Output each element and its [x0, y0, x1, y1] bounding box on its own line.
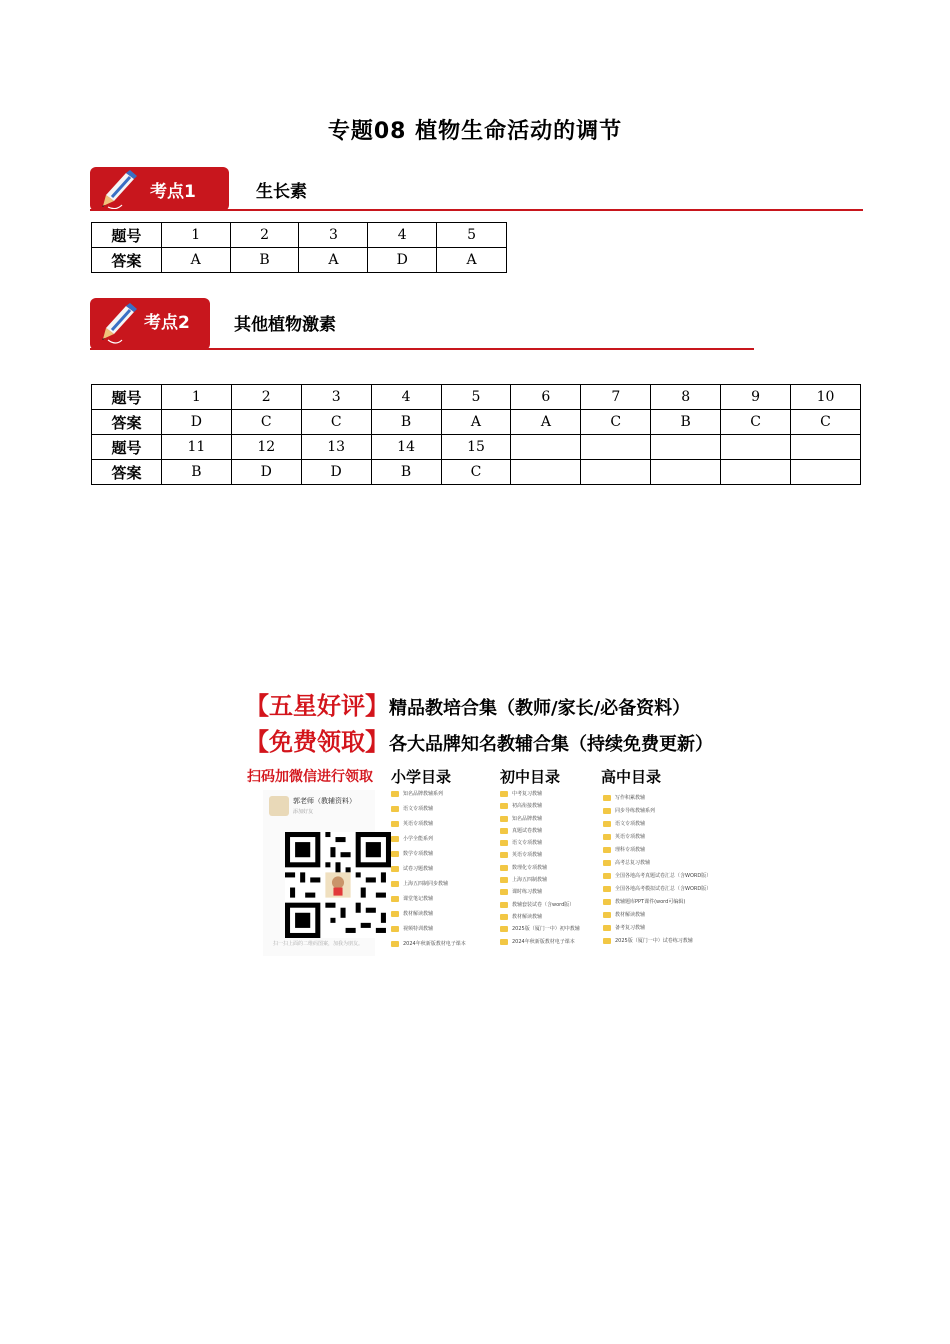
folder-icon [603, 899, 611, 905]
folder-icon [500, 791, 508, 797]
folder-icon [603, 873, 611, 879]
table-cell [791, 460, 861, 485]
table-cell: B [651, 410, 721, 435]
list-item[interactable] [500, 901, 580, 913]
folder-label: 试卷习题教辅 [403, 866, 434, 872]
table-cell [581, 435, 651, 460]
table-cell: C [791, 410, 861, 435]
folder-label: 全国各地高考真题试卷汇总（含WORD版） [615, 873, 712, 879]
table-row [92, 223, 507, 248]
list-item[interactable] [500, 839, 580, 851]
table-cell: C [231, 410, 301, 435]
list-item[interactable] [391, 835, 466, 850]
list-item[interactable] [391, 805, 466, 820]
folder-label: 课堂笔记教辅 [403, 896, 434, 902]
table-cell: 12 [231, 435, 301, 460]
table-cell: A [441, 410, 511, 435]
table-cell: A [299, 248, 368, 273]
list-item[interactable] [603, 885, 711, 898]
section-2-badge [90, 298, 210, 350]
list-item[interactable] [603, 846, 711, 859]
section-1-header [90, 167, 863, 213]
folder-icon [391, 836, 399, 842]
table-cell: A [437, 248, 507, 273]
wechat-card [263, 790, 375, 956]
table-cell: 1 [161, 385, 231, 410]
folder-label: 教材解读教辅 [403, 911, 434, 917]
folder-icon [391, 851, 399, 857]
list-item[interactable] [391, 865, 466, 880]
table-cell [721, 460, 791, 485]
folder-label: 视频特训教辅 [403, 926, 434, 932]
table-cell: D [161, 410, 231, 435]
folder-label: 上海五四制同步教辅 [403, 881, 449, 887]
section-2-badge-label: 考点2 [144, 313, 190, 333]
folder-label: 英语专项教辅 [615, 834, 646, 840]
table-cell: 5 [441, 385, 511, 410]
folder-icon [500, 840, 508, 846]
folder-label: 语文专项教辅 [615, 821, 646, 827]
list-item[interactable] [500, 864, 580, 876]
section-2-divider [90, 348, 754, 350]
folder-icon [391, 881, 399, 887]
answer-table-1 [91, 222, 507, 273]
folder-label: 中考复习教辅 [512, 791, 543, 797]
folder-label: 知名品牌教辅 [512, 815, 543, 822]
folder-label: 英语专项教辅 [512, 852, 543, 859]
table-cell: 3 [301, 385, 371, 410]
section-1-heading: 生长素 [256, 182, 307, 202]
folder-label: 语文专项教辅 [512, 840, 543, 847]
folder-icon [500, 816, 508, 822]
folder-label: 教辅题库PPT课件(word可编辑) [615, 899, 686, 905]
table-cell: 答案 [92, 410, 162, 435]
table-cell: C [301, 410, 371, 435]
folder-icon [500, 865, 508, 871]
table-cell: 4 [368, 223, 437, 248]
list-item[interactable] [603, 859, 711, 872]
folder-icon [603, 925, 611, 931]
folder-label: 数学专项教辅 [403, 851, 434, 857]
folder-label: 小学全能系列 [403, 836, 434, 842]
promo-line-1-bracket: 【五星好评】 [245, 691, 389, 720]
folder-icon [603, 808, 611, 814]
list-item[interactable] [500, 876, 580, 888]
promo-line-2 [245, 722, 713, 757]
promo-line-2-text: 各大品牌知名教辅合集（持续免费更新） [389, 734, 713, 755]
card-footer: 扫一扫上面的二维码图案，加我为朋友。 [273, 941, 364, 947]
folder-label: 课时练习教辅 [512, 889, 543, 896]
list-item[interactable] [391, 910, 466, 925]
folder-icon [500, 889, 508, 895]
list-item[interactable] [603, 937, 711, 950]
table-cell: D [368, 248, 437, 273]
folder-icon [500, 803, 508, 809]
promo-line-2-bracket: 【免费领取】 [245, 727, 389, 756]
table-cell: 10 [791, 385, 861, 410]
high-heading: 高中目录 [601, 768, 662, 786]
folder-icon [603, 847, 611, 853]
table-cell: 答案 [92, 248, 162, 273]
list-item[interactable] [603, 911, 711, 924]
folder-icon [391, 821, 399, 827]
folder-icon [603, 886, 611, 892]
pencil-icon [100, 302, 138, 346]
high-folder-list [603, 794, 711, 950]
folder-icon [603, 860, 611, 866]
folder-icon [391, 791, 399, 797]
folder-icon [500, 877, 508, 883]
section-2-heading: 其他植物激素 [234, 315, 336, 335]
table-cell [651, 460, 721, 485]
table-cell: A [511, 410, 581, 435]
folder-label: 真题试卷教辅 [512, 827, 543, 834]
list-item[interactable] [500, 815, 580, 827]
folder-label: 2024年秋新版教材电子课本 [512, 938, 575, 945]
folder-icon [500, 852, 508, 858]
folder-label: 理科专项教辅 [615, 847, 646, 853]
table-cell: B [371, 410, 441, 435]
section-2-header [90, 298, 754, 354]
folder-icon [500, 914, 508, 920]
folder-icon [500, 939, 508, 945]
primary-heading: 小学目录 [391, 768, 452, 786]
folder-label: 高考总复习教辅 [615, 860, 651, 866]
promo-line-1 [245, 686, 690, 721]
folder-icon [391, 866, 399, 872]
list-item[interactable] [391, 850, 466, 865]
folder-icon [391, 941, 399, 947]
list-item[interactable] [603, 820, 711, 833]
list-item[interactable] [603, 924, 711, 937]
folder-label: 上海五四制教辅 [512, 877, 548, 884]
folder-label: 教辅套装试卷（含word版） [512, 901, 575, 908]
folder-icon [603, 821, 611, 827]
table-cell: 11 [161, 435, 231, 460]
folder-icon [603, 795, 611, 801]
list-item[interactable] [603, 807, 711, 820]
folder-label: 初高衔接教辅 [512, 803, 543, 810]
table-cell: C [721, 410, 791, 435]
table-cell: 15 [441, 435, 511, 460]
table-cell: 6 [511, 385, 581, 410]
table-cell: B [371, 460, 441, 485]
table-cell: 14 [371, 435, 441, 460]
folder-icon [500, 902, 508, 908]
folder-label: 知名品牌教辅系列 [403, 791, 444, 797]
table-cell [581, 460, 651, 485]
table-cell: 7 [581, 385, 651, 410]
folder-icon [500, 828, 508, 834]
table-row [92, 435, 861, 460]
card-name: 郭老师（教辅资料） [293, 797, 356, 805]
folder-label: 写作积累教辅 [615, 795, 646, 801]
folder-label: 备考复习教辅 [615, 925, 646, 931]
table-cell: D [231, 460, 301, 485]
folder-label: 2025版（厦门一中）试卷练习教辅 [615, 938, 693, 944]
list-item[interactable] [500, 827, 580, 839]
list-item[interactable] [391, 880, 466, 895]
table-row [92, 385, 861, 410]
folder-label: 2024年秋新版教材电子课本 [403, 941, 466, 947]
list-item[interactable] [603, 794, 711, 807]
list-item[interactable] [391, 925, 466, 940]
folder-label: 2025版（厦门一中）初中教辅 [512, 926, 580, 933]
answer-table-2 [91, 384, 861, 485]
folder-icon [603, 938, 611, 944]
folder-label: 语文专项教辅 [403, 806, 434, 812]
table-cell: 题号 [92, 385, 162, 410]
middle-folder-list [500, 790, 580, 950]
table-cell: 2 [231, 385, 301, 410]
table-cell: 答案 [92, 460, 162, 485]
list-item[interactable] [500, 938, 580, 950]
table-cell: 13 [301, 435, 371, 460]
scan-label: 扫码加微信进行领取 [247, 769, 373, 785]
table-cell [721, 435, 791, 460]
table-cell: B [230, 248, 299, 273]
folder-icon [500, 926, 508, 932]
avatar [269, 796, 289, 816]
table-cell: B [161, 460, 231, 485]
list-item[interactable] [500, 802, 580, 814]
table-row [92, 460, 861, 485]
table-cell [511, 435, 581, 460]
list-item[interactable] [500, 851, 580, 863]
section-1-badge [90, 167, 229, 211]
primary-folder-list [391, 790, 466, 955]
folder-icon [391, 896, 399, 902]
list-item[interactable] [391, 895, 466, 910]
table-cell: 4 [371, 385, 441, 410]
card-sub: 添加好友 [293, 809, 314, 815]
qr-code-icon[interactable] [285, 832, 391, 938]
section-1-badge-label: 考点1 [150, 182, 196, 202]
table-cell [511, 460, 581, 485]
table-cell: 题号 [92, 223, 162, 248]
table-cell [791, 435, 861, 460]
table-cell: A [161, 248, 230, 273]
folder-icon [391, 926, 399, 932]
table-row [92, 248, 507, 273]
table-cell: C [581, 410, 651, 435]
folder-label: 教材解读教辅 [615, 912, 646, 918]
table-cell [651, 435, 721, 460]
table-cell: C [441, 460, 511, 485]
list-item[interactable] [391, 790, 466, 805]
section-1-divider [90, 209, 863, 211]
table-cell: 5 [437, 223, 507, 248]
list-item[interactable] [603, 872, 711, 885]
table-cell: 3 [299, 223, 368, 248]
folder-icon [603, 912, 611, 918]
table-cell: D [301, 460, 371, 485]
middle-heading: 初中目录 [500, 768, 561, 786]
page-title: 专题08 植物生命活动的调节 [327, 119, 623, 144]
list-item[interactable] [500, 913, 580, 925]
table-cell: 2 [230, 223, 299, 248]
list-item[interactable] [603, 833, 711, 846]
list-item[interactable] [500, 925, 580, 937]
folder-icon [391, 806, 399, 812]
table-cell: 9 [721, 385, 791, 410]
list-item[interactable] [603, 898, 711, 911]
folder-label: 英语专项教辅 [403, 821, 434, 827]
table-cell: 题号 [92, 435, 162, 460]
folder-icon [391, 911, 399, 917]
folder-label: 同步导练教辅系列 [615, 808, 656, 814]
pencil-icon [100, 169, 138, 209]
promo-banner [245, 686, 713, 956]
folder-label: 全国各地高考模拟试卷汇总（含WORD版） [615, 886, 712, 892]
table-row [92, 410, 861, 435]
table-cell: 1 [161, 223, 230, 248]
list-item[interactable] [391, 820, 466, 835]
folder-icon [603, 834, 611, 840]
promo-line-1-text: 精品教培合集（教师/家长/必备资料） [389, 698, 691, 719]
folder-label: 数理化专项教辅 [512, 864, 548, 871]
table-cell: 8 [651, 385, 721, 410]
list-item[interactable] [500, 790, 580, 802]
folder-label: 教材解读教辅 [512, 913, 543, 920]
list-item[interactable] [391, 940, 466, 955]
list-item[interactable] [500, 888, 580, 900]
